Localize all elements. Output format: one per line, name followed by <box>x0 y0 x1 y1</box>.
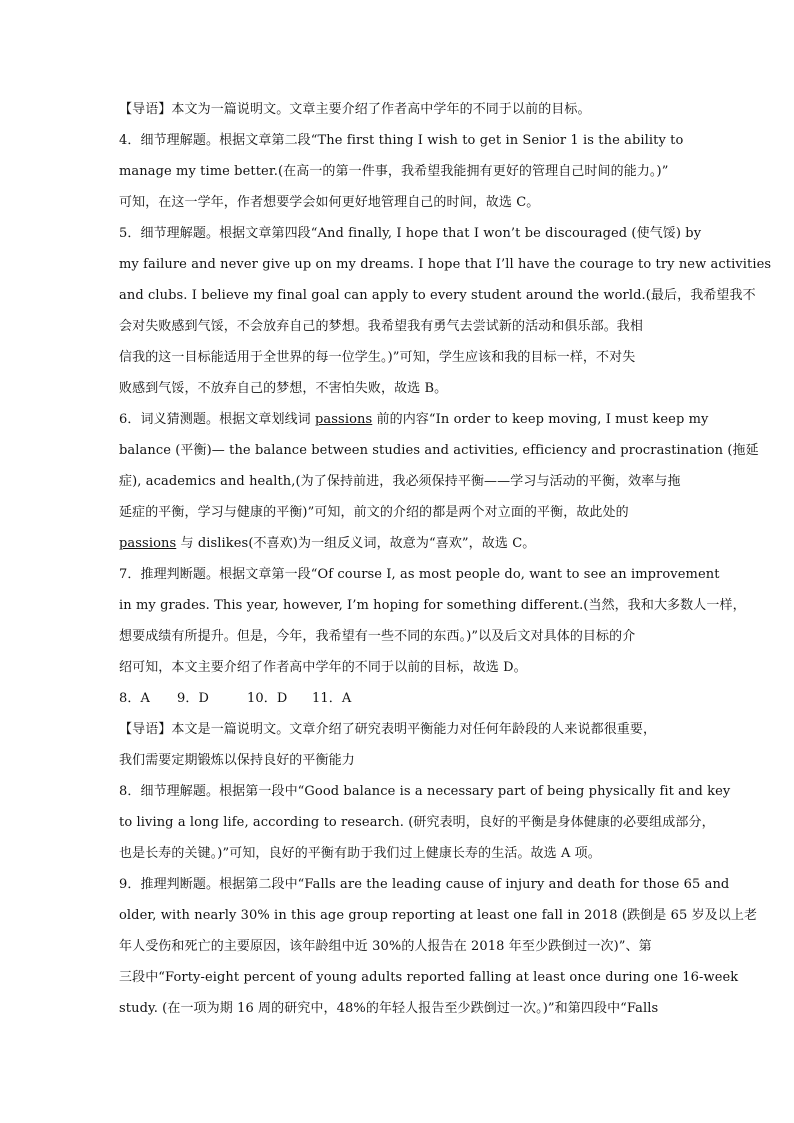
q7-line-3: 想要成绩有所提升。但是，今年，我希望有一些不同的东西。)”以及后文对具体的目标的介 <box>119 629 636 644</box>
q6-line-1 <box>119 412 709 443</box>
q9-line-5: study. (在一项为期 16 周的研究中，48%的年轻人报告至少跌倒过一次。)”和第四段中“Falls <box>119 1001 659 1016</box>
q8-line-2: to living a long life, according to research. (研究表明，良好的平衡是身体健康的必要组成部分， <box>119 815 715 830</box>
q7-line-2: in my grades. This year, however, I’m hoping for something different.(当然，我和大多数人一样， <box>119 598 746 613</box>
q5-line-5: 信我的这一目标能适用于全世界的每一位学生。)”可知，学生应该和我的目标一样，不对失 <box>119 350 636 365</box>
intro-heading-1: 【导语】本文为一篇说明文。文章主要介绍了作者高中学年的不同于以前的目标。 <box>119 102 591 117</box>
q6-line-5 <box>119 536 679 567</box>
q4-line-1: 4．细节理解题。根据文章第二段“The first thing I wish to get in Senior 1 is the ability to <box>119 133 684 148</box>
q6-line-3: 症), academics and health,(为了保持前进，我必须保持平衡——学习与活动的平衡，效率与拖 <box>119 474 681 489</box>
q9-line-4: 三段中“Forty-eight percent of young adults reported falling at least once during one 16-week <box>119 970 739 985</box>
q6-line-4: 延症的平衡，学习与健康的平衡)”可知，前文的介绍的都是两个对立面的平衡，故此处的 <box>119 505 629 520</box>
q4-line-3: 可知，在这一学年，作者想要学会如何更好地管理自己的时间，故选 C。 <box>119 195 540 210</box>
q6-line-1-post: 前的内容“In order to keep moving, I must keep my <box>372 412 709 427</box>
q5-line-3: and clubs. I believe my final goal can apply to every student around the world.(最后，我希望我不 <box>119 288 756 303</box>
answer-11: 11．A <box>312 691 352 706</box>
document-page <box>119 102 772 1032</box>
q6-line-2: balance (平衡)— the balance between studies and activities, efficiency and procrastination (拖延 <box>119 443 759 458</box>
q4-line-2: manage my time better.(在高一的第一件事，我希望我能拥有更好的管理自己时间的能力。)” <box>119 164 669 179</box>
q8-line-1: 8．细节理解题。根据第一段中“Good balance is a necessary part of being physically fit and key <box>119 784 731 799</box>
q5-line-6: 败感到气馁，不放弃自己的梦想，不害怕失败，故选 B。 <box>119 381 448 396</box>
q5-line-1: 5．细节理解题。根据文章第四段“And finally, I hope that I won’t be discouraged (使气馁) by <box>119 226 702 241</box>
answer-8: 8．A <box>119 691 150 706</box>
q9-line-3: 年人受伤和死亡的主要原因，该年龄组中近 30%的人报告在 2018 年至少跌倒过一次)”、第 <box>119 939 652 954</box>
q9-line-2: older, with nearly 30% in this age group reporting at least one fall in 2018 (跌倒是 65 岁及以上老 <box>119 908 758 923</box>
q6-line-5-post: 与 dislikes(不喜欢)为一组反义词，故意为“喜欢”，故选 C。 <box>176 536 536 551</box>
q5-line-2: my failure and never give up on my dreams. I hope that I’ll have the courage to try new activities <box>119 257 772 272</box>
q9-line-1: 9．推理判断题。根据第二段中“Falls are the leading cause of injury and death for those 65 and <box>119 877 730 892</box>
q5-line-4: 会对失败感到气馁，不会放弃自己的梦想。我希望我有勇气去尝试新的活动和俱乐部。我相 <box>119 319 644 334</box>
answer-key-row <box>119 691 679 722</box>
underlined-word-passions: passions <box>315 412 373 427</box>
underlined-word-passions-2: passions <box>119 536 177 551</box>
answer-10: 10．D <box>247 691 288 706</box>
answer-9: 9．D <box>177 691 209 706</box>
intro-heading-2-line-2: 我们需要定期锻炼以保持良好的平衡能力 <box>119 753 355 768</box>
q6-line-1-pre: 6．词义猜测题。根据文章划线词 <box>119 412 316 427</box>
q7-line-4: 绍可知，本文主要介绍了作者高中学年的不同于以前的目标，故选 D。 <box>119 660 527 675</box>
q7-line-1: 7．推理判断题。根据文章第一段“Of course I, as most people do, want to see an improvement <box>119 567 720 582</box>
intro-heading-2-line-1: 【导语】本文是一篇说明文。文章介绍了研究表明平衡能力对任何年龄段的人来说都很重要， <box>119 722 657 737</box>
q8-line-3: 也是长寿的关键。)”可知，良好的平衡有助于我们过上健康长寿的生活。故选 A 项。 <box>119 846 601 861</box>
